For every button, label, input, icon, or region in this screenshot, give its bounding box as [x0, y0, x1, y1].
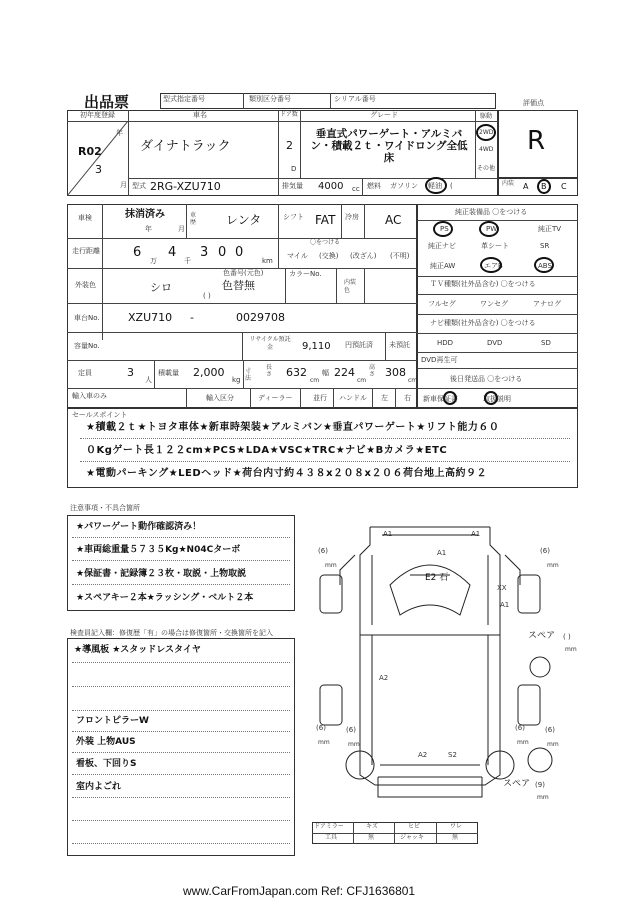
fuel-diesel: 軽油 [428, 182, 442, 190]
import-kind: 輸入区分 [206, 394, 234, 402]
month-value: 3 [95, 163, 102, 176]
width-value: 224 [334, 366, 355, 379]
inspector-line-7: 室内よごれ [76, 782, 122, 792]
inspector-line-5: 外装 上物AUS [76, 737, 136, 747]
dvd-label: DVD再生可 [421, 356, 458, 364]
color-no-label: 色番号(元色) [223, 269, 264, 277]
interior-grade-c: C [561, 182, 567, 191]
dmg-a1-top-right: A1 [471, 530, 481, 538]
year-era: R02 [78, 145, 102, 158]
ac-label: 冷房 [345, 213, 359, 221]
score-value: R [527, 126, 546, 156]
caution-line-3: ★保証書・記録簿２３枚・取説・上物取説 [76, 569, 247, 579]
dmg-stone: E2 石 [425, 573, 449, 583]
month-unit: 月 [120, 181, 127, 189]
mileage-man: 万 [150, 257, 157, 265]
caution-label: 注意事項・不具合箇所 [70, 504, 140, 512]
load-label: 積載量 [158, 369, 179, 377]
equip-airbag: エアB [484, 262, 503, 270]
fuel-label: 燃料 [367, 182, 381, 190]
dmg-a2-bottom: A2 [418, 751, 428, 759]
color-change: 色替無 [222, 279, 255, 292]
dim-label: 寸法 [245, 368, 252, 382]
chassis-no: 0029708 [236, 311, 285, 324]
interior-grade-b: B [541, 182, 547, 191]
tire-rl2: (6) [346, 726, 356, 734]
dmg-xx: XX [497, 584, 507, 592]
tire-rl1: (6) [316, 724, 326, 732]
meter-unknown: (不明) [390, 252, 410, 260]
name-label: 車名 [193, 111, 207, 119]
tire-spare: (9) [535, 781, 545, 789]
equip-pw: PW [486, 225, 498, 233]
mileage-digit-4: 0 [218, 245, 227, 260]
import-label: 輸入車のみ [72, 392, 107, 400]
inspection-label: 車検 [78, 214, 92, 222]
doors-suffix: D [291, 165, 297, 173]
import-right: 右 [404, 394, 411, 402]
seats-unit: 人 [145, 376, 152, 384]
inspection-year-unit: 年 [145, 225, 152, 233]
grade-col-label: グレード [370, 111, 398, 119]
meter-mile: マイル [287, 252, 308, 260]
tire-fl: (6) [318, 547, 328, 555]
ac-value: AC [385, 213, 402, 227]
jack-label: ジャッキ [400, 834, 424, 841]
equip-ps: PS [440, 225, 449, 233]
length-label: 長さ [266, 364, 273, 378]
seats-label: 定員 [78, 369, 92, 377]
footer-ref: www.CarFromJapan.com Ref: CFJ1636801 [183, 884, 416, 898]
doors-value: 2 [286, 139, 293, 152]
recycle-value: 9,110 [302, 341, 331, 352]
fuel-gas: ガソリン [390, 182, 418, 190]
import-dealer: ディーラー [258, 394, 293, 402]
color-paren: ( ) [203, 292, 211, 300]
meter-exchange: (交換) [319, 252, 339, 260]
tv-full: フルセグ [428, 300, 456, 308]
displacement-unit: cc [352, 185, 360, 193]
inspector-label: 検査員記入欄：修復歴「有」の場合は修復箇所・交換箇所を記入 [70, 629, 273, 637]
tire-rr2: (6) [545, 726, 555, 734]
spare-label-top: スペア [528, 631, 556, 641]
interior-grade-a: A [523, 182, 529, 191]
ext-color-value: シロ [150, 281, 172, 294]
tire-fr: (6) [540, 547, 550, 555]
height-unit: cm [408, 377, 418, 384]
tools-value: 無 [368, 834, 375, 841]
equip-abs: ABS [538, 262, 552, 270]
model-label: 型式 [132, 182, 146, 190]
vehicle-name: ダイナトラック [140, 139, 231, 154]
shift-value: FAT [315, 213, 336, 227]
dmg-a2-left: A2 [379, 674, 389, 682]
mirror-h1: ドアミラー [314, 823, 344, 830]
recycle-unit: 円預託済 [345, 341, 373, 349]
inspector-line-6: 看板、下回りS [76, 759, 137, 769]
caution-line-1: ★パワーゲート動作確認済み！ [76, 522, 202, 532]
height-label: 高さ [369, 364, 376, 378]
tv-one: ワンセグ [480, 300, 508, 308]
form-title: 出品票 [84, 93, 130, 111]
model-value: 2RG-XZU710 [150, 180, 221, 193]
sales-line-1: ★積載２ｔ★トヨタ車体★新車時架装★アルミバン★垂直パワーゲート★リフト能力６０ [86, 422, 500, 433]
mirror-h2: キズ [366, 823, 378, 830]
sales-line-3: ★電動パーキング★LEDヘッド★荷台内寸約４３８x２０８x２０６荷台地上高約９２ [86, 468, 487, 479]
dmg-s2: S2 [448, 751, 457, 759]
header-id-box [160, 93, 496, 109]
grade-text: 垂直式パワーゲート・アルミバン・積載２ｔ・ワイドロング全低床 [310, 128, 468, 164]
spare-label-bottom: スペア [503, 779, 531, 789]
height-value: 308 [385, 366, 406, 379]
color-no2-label: カラーNo. [289, 270, 322, 278]
sales-label: セールスポイント [72, 411, 128, 419]
mileage-digit-1: 6 [133, 245, 142, 260]
drive-4wd: 4WD [479, 146, 494, 153]
tv-analog: アナログ [533, 300, 561, 308]
nav-title: ナビ種類(社外品含む) 〇をつける [430, 319, 536, 327]
width-unit: cm [357, 377, 367, 384]
mirror-h4: ワレ [450, 823, 463, 830]
mileage-label: 走行距離 [72, 247, 100, 255]
caution-line-4: ★スペアキー２本★ラッシング・ベルト２本 [76, 593, 254, 603]
inspector-line-4: フロントピラーW [76, 716, 149, 726]
displacement-value: 4000 [318, 181, 344, 192]
equip-tv: 純正TV [538, 225, 562, 233]
mirror-h3: ヒビ [408, 823, 421, 830]
recycle-status: 未預託 [389, 341, 410, 349]
chassis-dash: - [190, 311, 194, 324]
nav-sd: SD [541, 339, 551, 347]
history-value: レンタ [226, 213, 262, 227]
tire-rr1: (6) [515, 724, 525, 732]
tv-title: ＴＶ種類(社外品含む) 〇をつける [430, 280, 536, 288]
import-handle: ハンドル [339, 394, 367, 402]
grade-label: 評価点 [523, 99, 544, 107]
ext-color-label: 外装色 [75, 281, 96, 289]
mileage-digit-2: 4 [168, 245, 177, 260]
equip-nav: 純正ナビ [428, 242, 456, 250]
history-label: 車歴 [190, 212, 197, 226]
inspection-month-unit: 月 [178, 225, 185, 233]
inspection-value: 抹消済み [125, 209, 165, 220]
class-no-label: 類別区分番号 [249, 95, 291, 103]
equip-aw: 純正AW [430, 262, 456, 270]
shift-label: シフト [283, 213, 304, 221]
drive-2wd: 2WD [479, 129, 494, 136]
meter-note: 〇をつける [310, 239, 341, 246]
later-manual: 取扱説明 [483, 395, 511, 403]
mileage-unit: km [262, 257, 273, 265]
int-color-label: 内装色 [344, 279, 357, 294]
equip-sr: SR [540, 242, 550, 250]
serial-label: シリアル番号 [334, 95, 376, 103]
sales-line-2: ０Kgゲート長１２２cm★PCS★LDA★VSC★TRC★ナビ★Bカメラ★ETC [86, 445, 448, 456]
mileage-digit-5: 0 [235, 245, 244, 260]
mileage-sen: 千 [184, 257, 191, 265]
drive-other: その他 [477, 165, 496, 172]
recycle-label: リサイクル預託金 [249, 336, 291, 351]
equipment-title: 純正装備品 〇をつける [455, 208, 528, 216]
mileage-digit-3: 3 [200, 245, 209, 260]
dmg-a1-right: A1 [500, 601, 510, 609]
inspector-line-1: ★導風板 ★スタッドレスタイヤ [74, 645, 201, 655]
length-value: 632 [286, 366, 307, 379]
nav-hdd: HDD [437, 339, 454, 347]
equip-leather: 革シート [481, 242, 509, 250]
type-no-label: 型式指定番号 [163, 95, 205, 103]
width-label: 幅 [322, 369, 329, 377]
load-value: 2,000 [193, 366, 225, 379]
caution-line-2: ★車両総重量５７３５Kg★N04Cターボ [76, 545, 241, 555]
displacement-label: 排気量 [282, 182, 303, 190]
import-left: 左 [381, 394, 388, 402]
dmg-a1-mid: A1 [437, 549, 447, 557]
truck-diagram [300, 515, 580, 815]
load-unit: kg [232, 376, 241, 384]
nav-dvd: DVD [487, 339, 503, 347]
length-unit: cm [310, 377, 320, 384]
later-title: 後日発送品 〇をつける [450, 375, 523, 383]
chassis-label: 車台No. [74, 314, 100, 322]
jack-value: 無 [452, 834, 459, 841]
chassis-prefix: XZU710 [128, 311, 173, 324]
doors-label: ドア数 [280, 111, 298, 118]
interior-label: 内装 [502, 180, 515, 187]
dmg-a1-top-left: A1 [383, 530, 393, 538]
first-reg-label: 初年度登録 [80, 111, 115, 119]
seats-value: 3 [127, 366, 134, 379]
later-warranty: 新車保証書 [423, 395, 458, 403]
capacity-label: 容量No. [74, 342, 100, 350]
meter-tampered: (改ざん) [350, 252, 377, 260]
inspector-box [67, 638, 295, 856]
year-unit: 年 [116, 129, 123, 137]
tools-label: 工具 [325, 834, 338, 841]
import-parallel: 並行 [313, 394, 327, 402]
